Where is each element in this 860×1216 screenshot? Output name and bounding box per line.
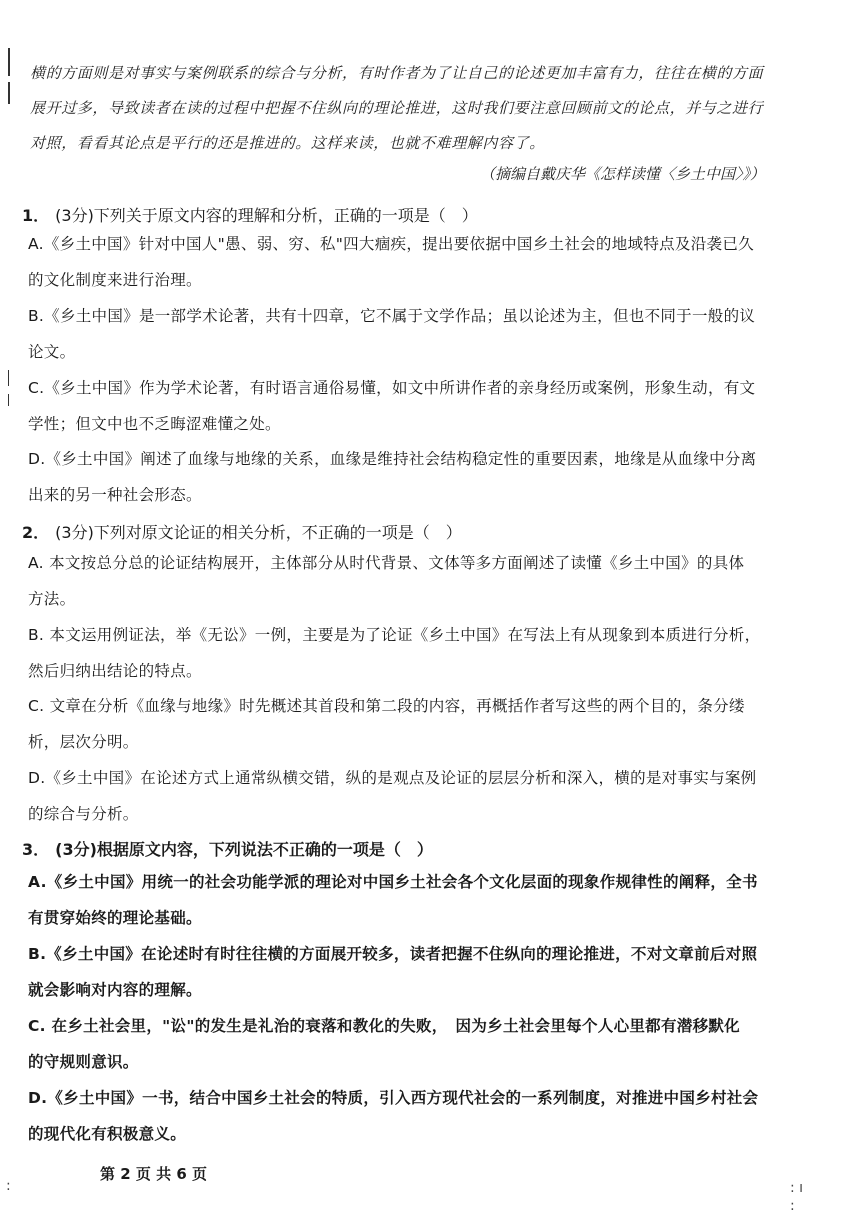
option-line: A. 本文按总分总的论证结构展开，主体部分从时代背景、文体等多方面阐述了读懂《乡土中国》的具体 <box>28 554 745 572</box>
option-1c[interactable] <box>28 370 786 442</box>
option-line: 然后归纳出结论的特点。 <box>28 662 202 680</box>
intro-line: 展开过多，导致读者在读的过程中把握不住纵向的理论推进，这时我们要注意回顾前文的论点，并与之进行 <box>30 99 764 117</box>
question-text: (3分)下列对原文论证的相关分析，不正确的一项是（ ） <box>55 523 462 542</box>
question-text: (3分)下列关于原文内容的理解和分析，正确的一项是（ ） <box>55 206 478 225</box>
question-number: 3． <box>22 840 50 859</box>
option-2a[interactable] <box>28 545 786 617</box>
option-line: 的现代化有积极意义。 <box>28 1125 187 1143</box>
option-1b[interactable] <box>28 298 786 370</box>
question-2 <box>22 520 812 543</box>
option-line: D.《乡土中国》阐述了血缘与地缘的关系，血缘是维持社会结构稳定性的重要因素，地缘是从血缘中分离 <box>28 450 757 468</box>
question-number: 1． <box>22 206 50 225</box>
option-line: 方法。 <box>28 590 76 608</box>
option-3c[interactable] <box>28 1008 786 1080</box>
page-number: 第 2 页 共 6 页 <box>100 1165 207 1183</box>
option-line: C. 文章在分析《血缘与地缘》时先概述其首段和第二段的内容，再概括作者写这些的两个目的，条分缕 <box>28 697 745 715</box>
option-2b[interactable] <box>28 617 786 689</box>
option-2d[interactable] <box>28 760 786 832</box>
intro-line: 对照，看看其论点是平行的还是推进的。这样来读，也就不难理解内容了。 <box>30 134 545 152</box>
margin-mark-top <box>8 48 10 76</box>
option-3d[interactable] <box>28 1080 786 1152</box>
option-line: A.《乡土中国》针对中国人"愚、弱、穷、私"四大痼疾，提出要依据中国乡土社会的地域特点及沿袭已久 <box>28 235 754 253</box>
scan-artifact-right-2: : <box>790 1198 795 1214</box>
question-text: (3分)根据原文内容，下列说法不正确的一项是（ ） <box>55 840 433 859</box>
option-line: D.《乡土中国》一书，结合中国乡土社会的特质，引入西方现代社会的一系列制度，对推进中国乡村社会 <box>28 1089 759 1107</box>
option-3b[interactable] <box>28 936 786 1008</box>
option-line: 的守规则意识。 <box>28 1053 139 1071</box>
option-2c[interactable] <box>28 688 786 760</box>
option-line: 论文。 <box>28 343 76 361</box>
scan-artifact-left: : <box>6 1178 11 1194</box>
intro-line: 横的方面则是对事实与案例联系的综合与分析，有时作者为了让自己的论述更加丰富有力，往往在横的方面 <box>30 64 764 82</box>
option-line: 的文化制度来进行治理。 <box>28 271 202 289</box>
option-line: 有贯穿始终的理论基础。 <box>28 909 202 927</box>
option-line: B.《乡土中国》在论述时有时往往横的方面展开较多，读者把握不住纵向的理论推进，不对文章前后对照 <box>28 945 758 963</box>
option-line: A.《乡土中国》用统一的社会功能学派的理论对中国乡土社会各个文化层面的现象作规律性的阐释，全书 <box>28 873 758 891</box>
option-line: 就会影响对内容的理解。 <box>28 981 202 999</box>
margin-mark-mid-2 <box>8 394 9 406</box>
question-1 <box>22 203 812 226</box>
option-line: 的综合与分析。 <box>28 805 139 823</box>
option-line: 出来的另一种社会形态。 <box>28 486 202 504</box>
question-3 <box>22 837 812 860</box>
option-line: C. 在乡土社会里，"讼"的发生是礼治的衰落和教化的失败， 因为乡土社会里每个人心里都有潜移默化 <box>28 1017 740 1035</box>
question-number: 2． <box>22 523 50 542</box>
option-line: B.《乡土中国》是一部学术论著，共有十四章，它不属于文学作品；虽以论述为主，但也不同于一般的议 <box>28 307 756 325</box>
question-stem <box>22 837 812 860</box>
option-line: C.《乡土中国》作为学术论著，有时语言通俗易懂，如文中所讲作者的亲身经历或案例，形象生动，有文 <box>28 379 756 397</box>
option-3a[interactable] <box>28 864 786 936</box>
option-line: 学性；但文中也不乏晦涩难懂之处。 <box>28 415 281 433</box>
scan-artifact-right: : ı <box>790 1180 804 1196</box>
option-line: B. 本文运用例证法，举《无讼》一例，主要是为了论证《乡土中国》在写法上有从现象到本质进行分析， <box>28 626 761 644</box>
option-1d[interactable] <box>28 441 786 513</box>
option-line: D.《乡土中国》在论述方式上通常纵横交错，纵的是观点及论证的层层分析和深入，横的是对事实与案例 <box>28 769 757 787</box>
question-stem <box>22 203 812 226</box>
question-stem <box>22 520 812 543</box>
source-citation: （摘编自戴庆华《怎样读懂〈乡土中国〉》） <box>480 165 766 183</box>
margin-mark-mid <box>8 370 9 386</box>
margin-mark-top-2 <box>8 82 10 104</box>
option-1a[interactable] <box>28 226 786 298</box>
option-line: 析，层次分明。 <box>28 733 139 751</box>
